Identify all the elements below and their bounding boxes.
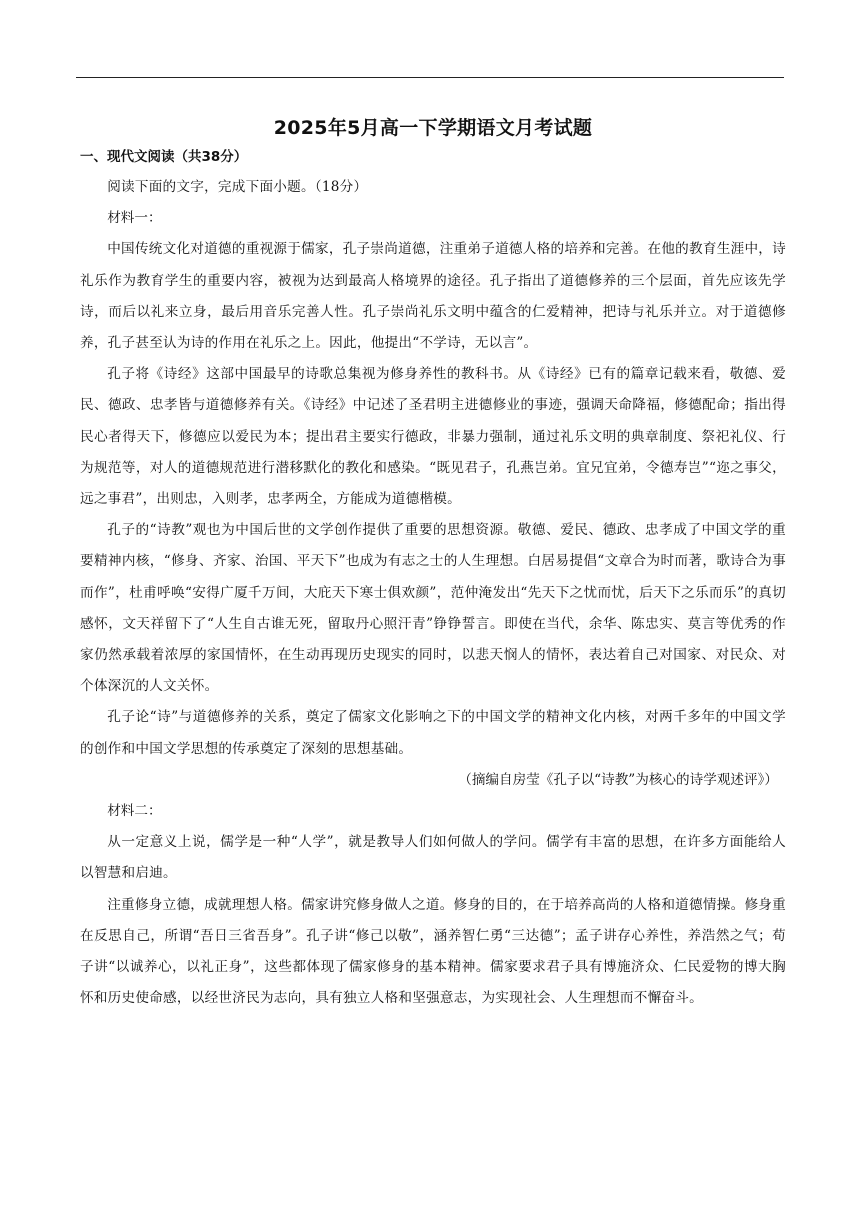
section-heading: 一、现代文阅读（共38分） xyxy=(80,149,248,165)
exam-page xyxy=(80,114,786,1014)
material-2-paragraph: 从一定意义上说，儒学是一种“人学”，就是教导人们如何做人的学问。儒学有丰富的思想，在许多方面能给人以智慧和启迪。 xyxy=(80,834,786,882)
material-2-label: 材料二： xyxy=(107,803,162,820)
material-2-paragraph: 注重修身立德，成就理想人格。儒家讲究修身做人之道。修身的目的，在于培养高尚的人格和道德情操。修身重在反思自己，所谓“吾日三省吾身”。孔子讲“修己以敬”，涵养智仁勇“三达德”；孟子讲存心养性，养浩然之气；荀子讲“以诚养心，以礼正身”，这些都体现了儒家修身的基本精神。儒家要求君子具有博施济众、仁民爱物的博大胸怀和历史使命感，以经世济民为志向，具有独立人格和坚强意志，为实现社会、人生理想而不懈奋斗。 xyxy=(80,896,786,1007)
page-title: 2025年5月高一下学期语文月考试题 xyxy=(273,117,593,139)
material-1-paragraph: 中国传统文化对道德的重视源于儒家，孔子崇尚道德，注重弟子道德人格的培养和完善。在他的教育生涯中，诗礼乐作为教育学生的重要内容，被视为达到最高人格境界的途径。孔子指出了道德修养的三个层面，首先应该先学诗，而后以礼来立身，最后用音乐完善人性。孔子崇尚礼乐文明中蕴含的仁爱精神，把诗与礼乐并立。对于道德修养，孔子甚至认为诗的作用在礼乐之上。因此，他提出“不学诗，无以言”。 xyxy=(80,241,786,352)
material-1-label: 材料一： xyxy=(107,210,162,227)
material-1-paragraph: 孔子的“诗教”观也为中国后世的文学创作提供了重要的思想资源。敬德、爱民、德政、忠孝成了中国文学的重要精神内核，“修身、齐家、治国、平天下”也成为有志之士的人生理想。白居易提倡“文章合为时而著，歌诗合为事而作”，杜甫呼唤“安得广厦千万间，大庇天下寒士俱欢颜”，范仲淹发出“先天下之忧而忧，后天下之乐而乐”的真切感怀，文天祥留下了“人生自古谁无死，留取丹心照汗青”铮铮誓言。即使在当代，余华、陈忠实、莫言等优秀的作家仍然承载着浓厚的家国情怀，在生动再现历史现实的同时，以悲天悯人的情怀，表达着自己对国家、对民众、对个体深沉的人文关怀。 xyxy=(80,522,786,695)
instruction-text: 阅读下面的文字，完成下面小题。（18分） xyxy=(107,179,368,195)
header-rule xyxy=(76,77,784,78)
material-1-paragraph: 孔子将《诗经》这部中国最早的诗歌总集视为修身养性的教科书。从《诗经》已有的篇章记载来看，敬德、爱民、德政、忠孝皆与道德修养有关。《诗经》中记述了圣君明主进德修业的事迹，强调天命降福，修德配命；指出得民心者得天下，修德应以爱民为本；提出君主要实行德政，非暴力强制，通过礼乐文明的典章制度、祭祀礼仪、行为规范等，对人的道德规范进行潜移默化的教化和感染。“既见君子，孔燕岂弟。宜兄宜弟，令德寿岂”“迩之事父，远之事君”，出则忠，入则孝，忠孝两全，方能成为道德楷模。 xyxy=(80,366,786,508)
material-1-citation: （摘编自房莹《孔子以“诗教”为核心的诗学观述评》） xyxy=(458,771,778,788)
material-1-paragraph: 孔子论“诗”与道德修养的关系，奠定了儒家文化影响之下的中国文学的精神文化内核，对两千多年的中国文学的创作和中国文学思想的传承奠定了深刻的思想基础。 xyxy=(80,709,786,757)
